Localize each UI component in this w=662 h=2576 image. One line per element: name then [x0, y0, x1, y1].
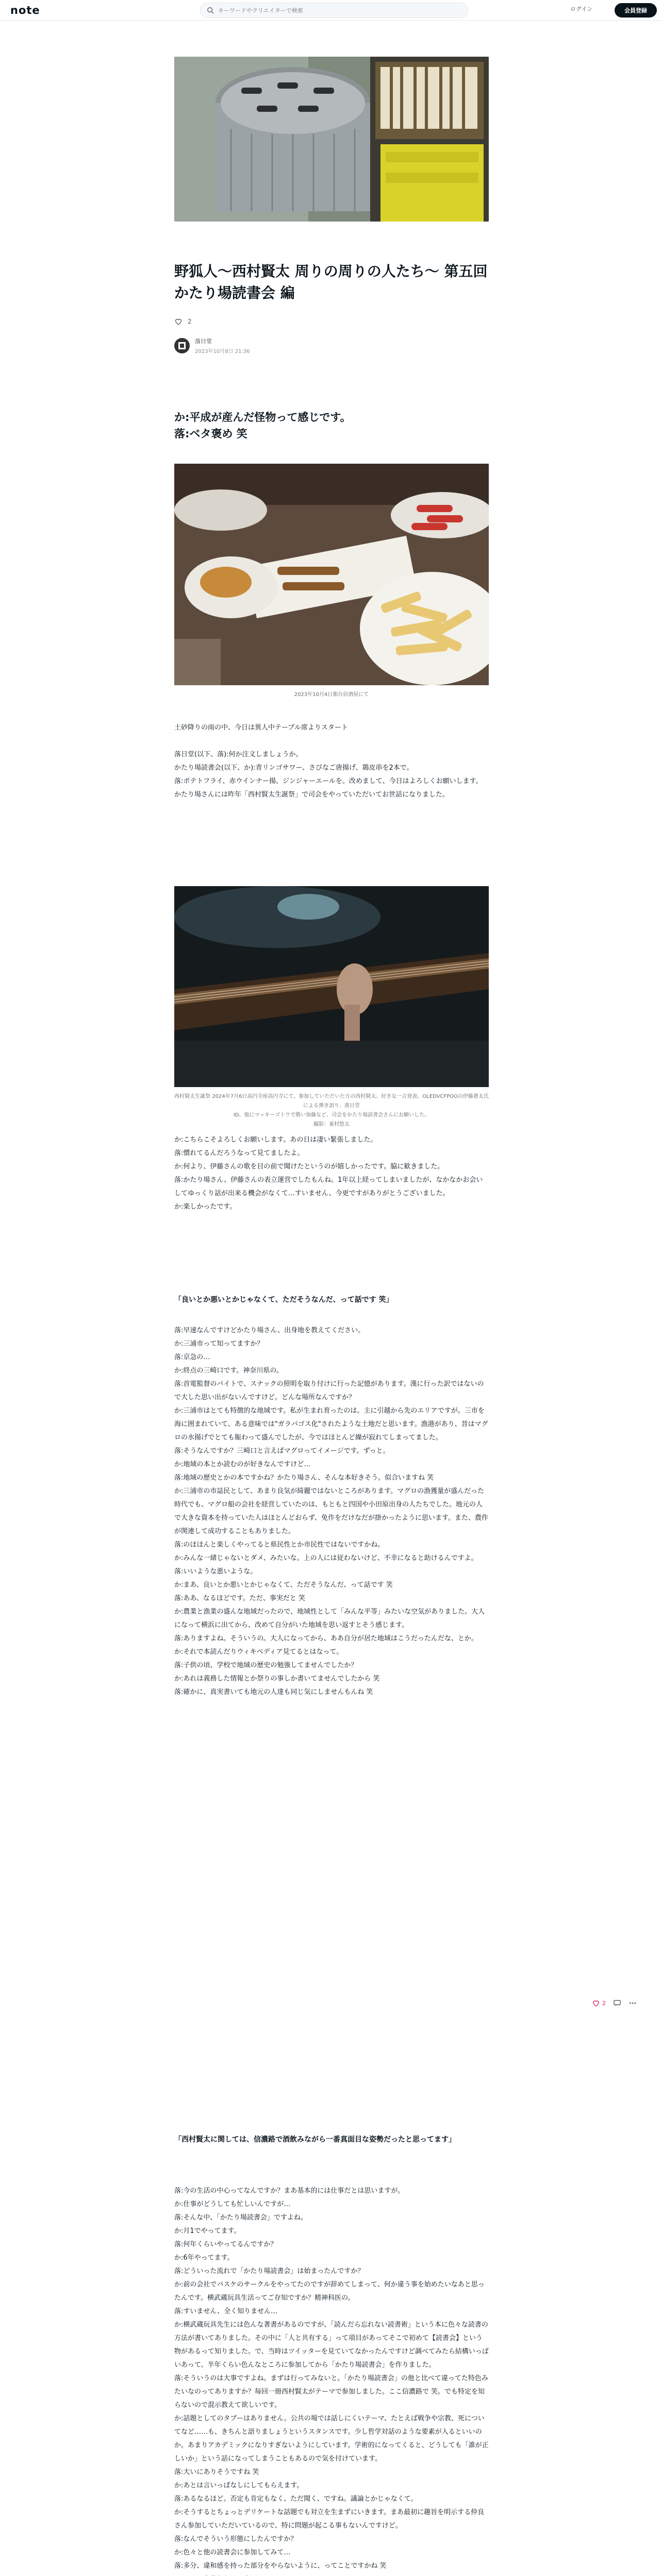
photo-guitar-caption [174, 1092, 489, 1129]
login-link[interactable]: ログイン [570, 6, 593, 12]
dialogue-line: か:そうするとちょっとデリケートな話題でも対立を生まずにいきます。まあ最初に趣旨を明示する仲良さん参加していただいているので、特に問題が起こる事もないんですけど。 [174, 2509, 485, 2530]
hero-image [174, 57, 489, 222]
dialogue-line: か:三浦市って知ってますか？ [174, 1340, 264, 1348]
like-count: 2 [188, 318, 192, 325]
dialogue-line: 落:何年くらいやってるんですか？ [174, 2241, 277, 2248]
dialogue-line: か:三浦市はとても特徴的な地域です。私が生まれ育ったのは、主に引越から先のエリアですが。三市を海に囲まれていて、ある意味では"ガラパゴス化"されたような土地だと思います。漁港があり、昔はマグロの水揚げでとても賑わって盛んでしたが、今ではほとんど繰が寂れてしまってました。 [174, 1407, 488, 1442]
dialogue-line: か:あとは言いっぱなしにしてもらえます。 [174, 2482, 304, 2489]
article-title: 野狐人～西村賢太 周りの周りの人たち～ 第五回 かたり場読書会 編 [174, 263, 488, 301]
dialogue-line: 落:首電監督のバイトで、スナックの照明を取り付けに行った記憶があります。漢に行った訳ではないので大した思い出がないんですけど。どんな場所なんですか？ [174, 1380, 484, 1401]
dialogue-block-3 [174, 2184, 489, 2576]
dialogue-line: 落:確かに、真実書いても地元の人達も同じ気にしませんもんね 笑 [174, 1688, 373, 1696]
floating-actions [592, 1999, 637, 2007]
dialogue-line: 落:そんな中、「かたり場読書会」ですよね。 [174, 2214, 307, 2222]
heart-icon[interactable] [174, 317, 183, 326]
photo-food-caption: 2023年10月4日都台居酒屋にて [294, 692, 369, 698]
photo-food [174, 464, 489, 685]
dialogue-line: か:6年やってます。 [174, 2254, 234, 2262]
dialogue-line: 落:大いにありそうですね 笑 [174, 2468, 259, 2476]
paragraph [174, 735, 489, 748]
section-heading-2: 「西村賢太に関しては、信濃路で酒飲みながら一番真面目な姿勢だったと思ってます」 [174, 2136, 456, 2144]
dialogue-line: 落:ありますよね。そういうの。大人になってから、ああ自分が居た地域はこうだったんだな、とか。 [174, 1635, 478, 1642]
author-block[interactable] [174, 337, 250, 354]
dialogue-line: か:地域の本とか読むのが好きなんですけど… [174, 1461, 311, 1468]
lead-line-2: 落:ベタ褒め 笑 [174, 428, 247, 440]
author-name[interactable]: 落日堂 [195, 338, 212, 345]
dialogue-line: か:仕事がどうしても忙しいんですが… [174, 2200, 291, 2208]
paragraph: かたり場読書会(以下、か):青リンゴサワー、さびなご唐揚げ、鶏皮串を2本で。 [174, 764, 413, 772]
float-like-button[interactable] [592, 1999, 606, 2007]
dialogue-line: 落:どういった流れで「かたり場読書会」は始まったんですか？ [174, 2267, 365, 2275]
signup-button[interactable]: 会員登録 [615, 3, 657, 18]
dialogue-line: 落:慣れてるんだろうなって見てましたよ。 [174, 1149, 304, 1157]
note-logo[interactable]: note [10, 4, 40, 16]
dialogue-line: か:終点の三崎口です。神奈川県の。 [174, 1367, 283, 1375]
dialogue-line: 落:あるなるほど。否定も肯定もなく、ただ聞く、ですね。議論とかじゃなくて。 [174, 2495, 418, 2503]
dialogue-line: か:色々と他の読書会に参加してみて… [174, 2549, 291, 2556]
heart-icon [592, 1999, 600, 2007]
dialogue-line: か:それで本読んだりウィキペディア見てるとはなって。 [174, 1648, 343, 1656]
intro-paragraph [174, 721, 489, 802]
lead-line-1: か:平成が産んだ怪物って感じです。 [174, 411, 351, 423]
float-like-count: 2 [602, 1999, 606, 2007]
avatar-icon [177, 341, 187, 350]
search-icon [207, 7, 214, 14]
dialogue-line: 落:地域の歴史とかの本ですかね？かたり場さん、そんな本好きそう。似合いますね 笑 [174, 1474, 434, 1482]
dialogue-line: 落:子供の頃、学校で地域の歴史の勉強してませんでしたか？ [174, 1662, 358, 1669]
dialogue-line: か:あれは義務した情報とか祭りの事しか書いてませんでしたから 笑 [174, 1675, 380, 1683]
dialogue-line [174, 2573, 489, 2576]
publish-date: 2023年10月8日 21:36 [195, 349, 250, 354]
caption-line: ID、他にマッキーゴトウで勝い加藤など、司会をかたり場読書会さんにお願いした。 [233, 1112, 430, 1118]
dialogue-line: か:楽しかったです。 [174, 1203, 237, 1211]
dialogue-block-2 [174, 1324, 489, 1699]
caption-line: 西村賢太生誕祭 2024年7月6日高円寺座高円寺にて。参加していただいた方の西村賢太、好きな一言発表。OLEDVCFPOOの伊藤蒼太氏による弾き語り、落日堂 [174, 1094, 489, 1109]
dialogue-line: 落:早速なんですけどかたり場さん、出身地を教えてください。 [174, 1327, 365, 1334]
dialogue-line: 落:そういうのは大事ですよね。まずは行ってみないと。「かたり場読書会」の他と比べて違ってた特色みたいなのってありますか？毎回一冊西村賢太がテーマで参加しました。ここ信濃路で 笑。でも特定を知らないので混示教えて欲しいです。 [174, 2375, 488, 2409]
dialogue-line: 落:のほほんと楽しくやってると県民性とか市民性ではないですかね。 [174, 1541, 385, 1549]
like-row [174, 317, 192, 326]
dialogue-line: か:月1でやってます。 [174, 2227, 241, 2235]
comment-icon[interactable] [613, 1999, 621, 2007]
section-heading-1: 「良いとか悪いとかじゃなくて、ただそうなんだ、って話です 笑」 [174, 1296, 393, 1304]
more-icon[interactable] [628, 1999, 637, 2007]
top-bar [0, 0, 662, 21]
lead-quote [174, 409, 489, 442]
search-box[interactable] [200, 3, 468, 18]
dialogue-line: か:三浦市の市誌民として、あまり良気が綺麗ではないところがあります。マグロの漁獲量が盛んだった時代でも、マグロ船の会社を経営していたのは、もともと四国や小田原出身の人たちでした。地元の人で大きな資本を持っていた人はほとんどおらず、免作をだけなだが掛かったように思います。また、農作が関連して成功することもありました。 [174, 1487, 488, 1535]
dialogue-line: 落:今の生活の中心ってなんですか？まあ基本的には仕事だとは思いますが。 [174, 2187, 405, 2195]
dialogue-line: 落:そうなんですか？三崎口と言えばマグロってイメージです。ずっと。 [174, 1447, 390, 1455]
dialogue-line: か:横武蔵玩具先生には色んな著書があるのですが、「読んだら忘れない読書術」という本に色々な読書の方法が書いてありました。その中に「人と共有する」って項目があってそこで初めて【読書会】という物があるって知りました。で、当時はツイッターを見ていてなかったんですけど調べてみたら結構いっぱいあって、半年くらい色んなところに参加してから「かたり場読書会」を作りました。 [174, 2321, 489, 2369]
dialogue-line: 落:すいません、全く知りません… [174, 2308, 278, 2315]
paragraph: 落日堂(以下、落):何か注文しましょうか。 [174, 751, 303, 758]
paragraph: 落:ポテトフライ、赤ウインナー揚、ジンジャーエールを。改めまして、今日はよろしくお願いします。かたり場さんには昨年「西村賢太生誕祭」で司会をやっていただいてお世話になりました。 [174, 777, 483, 799]
dialogue-line: 落:かたり場さん、伊藤さんの表立運営でしたもんね。1年以上経ってしまいましたが、なかなかお会いしてゆっくり話が出来る機会がなくて…すいません、今更ですがありがとうございました。 [174, 1176, 483, 1197]
dialogue-line: 落:なんでそういう形態にしたんですか？ [174, 2535, 297, 2543]
dialogue-line: 落:いいような悪いような。 [174, 1568, 257, 1575]
dialogue-line: か:何より、伊藤さんの歌を目の前で聞けたというのが嬉しかったです。脇に歓きました。 [174, 1163, 444, 1171]
dialogue-line: 落:多分、違和感を持った部分をやらないように、ってことですかね 笑 [174, 2562, 387, 2570]
dialogue-line: か:こちらこそよろしくお願いします。あの日は凄い緊張しました。 [174, 1136, 377, 1144]
dialogue-line: か:農業と漁業の盛んな地域だったので、地域性として「みんな平等」みたいな空気がありました。大人になって横浜に出てから、改めて自分がいた地域を思い返すとそう感じます。 [174, 1608, 485, 1629]
avatar[interactable] [174, 338, 190, 353]
paragraph: 土砂降りの雨の中、今日は異人中テーブル席よりスタート [174, 724, 348, 732]
photo-guitar [174, 886, 489, 1087]
dialogue-block-1 [174, 1133, 489, 1214]
dialogue-line: 落:京急の… [174, 1353, 210, 1361]
caption-line: 撮影：東村悠太 [313, 1122, 350, 1127]
dialogue-line: か:話題としてのタブーはありません。公共の場では話しにくいテーマ、たとえば戦争や宗教、死についてなど……も、きちんと語りましょうというスタンスです。少し哲学対話のような要素が入るといいのか。あまりアカデミックになりすぎないようにしています。学術的になってくると、どうしても「誰が正しいか」という話になってしまうこともあるので気を付けています。 [174, 2415, 489, 2463]
dialogue-line: か:前の会社でバスケのサークルをやってたのですが辞めてしまって、何か違う事を始めたいなあと思ったんです。横武蔵玩具生活ってご存知ですか？精神科医の。 [174, 2281, 485, 2302]
dialogue-line: か:みんな一緒じゃないとダメ、みたいな。上の人には従わないけど、不幸になると助けるんですよ。 [174, 1554, 478, 1562]
search-input[interactable] [218, 7, 445, 14]
dialogue-line: 落:ああ、なるほどです。ただ、事実だと 笑 [174, 1595, 305, 1602]
dialogue-line: か:まあ、良いとか悪いとかじゃなくて、ただそうなんだ、って話です 笑 [174, 1581, 393, 1589]
